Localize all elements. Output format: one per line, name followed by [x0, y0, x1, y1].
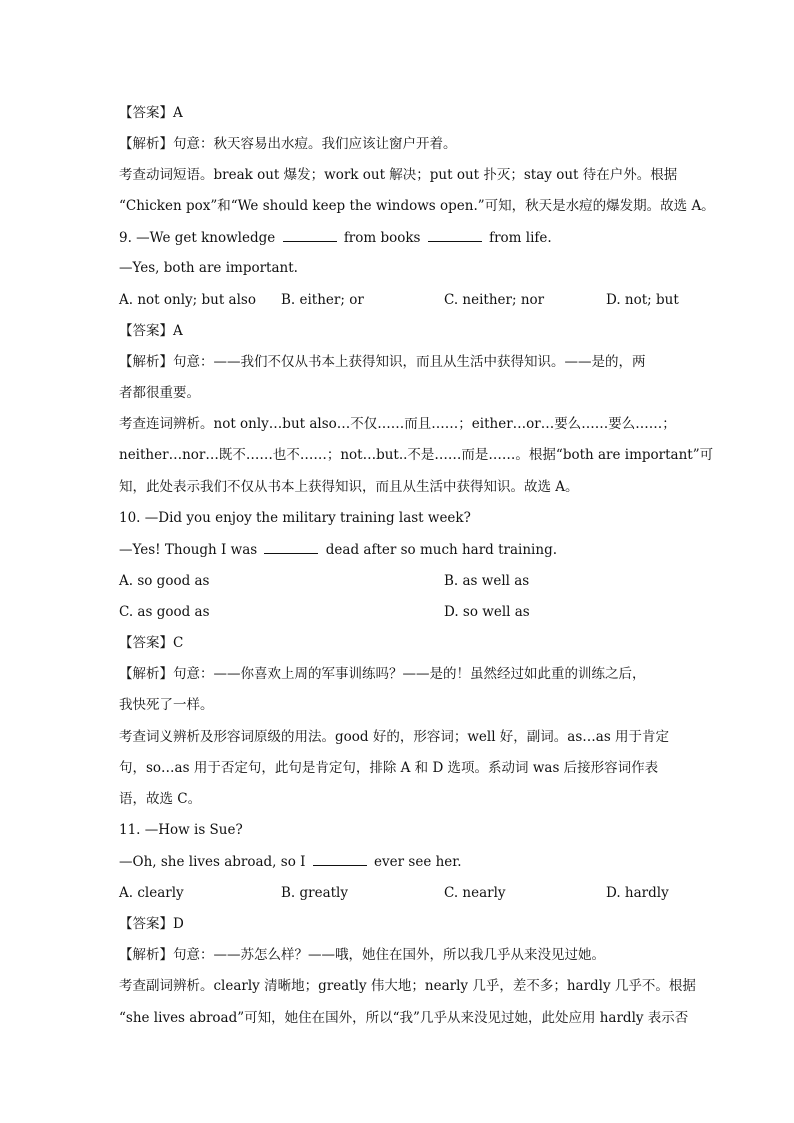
q9-blank-2 — [428, 227, 482, 242]
analysis-q8-line2: 考查动词短语。break out 爆发；work out 解决；put out 扑灭；stay out 待在户外。根据 — [119, 167, 678, 183]
analysis-q10-line1: 【解析】句意：——你喜欢上周的军事训练吗？——是的！虽然经过如此重的训练之后， — [119, 666, 646, 682]
answer-label-q9: 【答案】A — [119, 323, 183, 339]
analysis-q8-line1: 【解析】句意：秋天容易出水痘。我们应该让窗户开着。 — [119, 136, 457, 152]
q9-option-a: A. not only; but also — [119, 292, 256, 308]
q11-option-c: C. nearly — [444, 885, 506, 901]
q10-text-b: dead after so much hard training. — [325, 542, 558, 558]
question-9-reply: —Yes, both are important. — [119, 260, 298, 276]
q10-option-a: A. so good as — [119, 573, 210, 589]
q9-blank-1 — [283, 227, 337, 242]
analysis-q10-line3: 考查词义辨析及形容词原级的用法。good 好的，形容词；well 好，副词。as…as 用于肯定 — [119, 729, 670, 745]
answer-label-q10: 【答案】C — [119, 635, 184, 651]
answer-label-q8: 【答案】A — [119, 105, 183, 121]
analysis-q9-line3: 考查连词辨析。not only…but also…不仅……而且……；either…or…要么……要么……； — [119, 416, 676, 432]
analysis-q10-line4: 句，so…as 用于否定句，此句是肯定句，排除 A 和 D 选项。系动词 was 后接形容词作表 — [119, 760, 659, 776]
analysis-q10-line2: 我快死了一样。 — [119, 697, 214, 713]
q11-option-a: A. clearly — [119, 885, 184, 901]
q11-option-d: D. hardly — [606, 885, 669, 901]
q10-option-b: B. as well as — [444, 573, 530, 589]
q9-option-c: C. neither; nor — [444, 292, 545, 308]
q9-text-a: 9. —We get knowledge — [119, 230, 276, 246]
q11-text-a: —Oh, she lives abroad, so I — [119, 854, 306, 870]
q11-text-b: ever see her. — [374, 854, 462, 870]
q9-option-d: D. not; but — [606, 292, 679, 308]
question-9-stem — [119, 227, 679, 248]
q10-option-d: D. so well as — [444, 604, 530, 620]
analysis-q11-line2: 考查副词辨析。clearly 清晰地；greatly 伟大地；nearly 几乎，差不多；hardly 几乎不。根据 — [119, 978, 696, 994]
analysis-q11-line1: 【解析】句意：——苏怎么样？——哦，她住在国外，所以我几乎从来没见过她。 — [119, 947, 605, 963]
q9-option-b: B. either; or — [281, 292, 364, 308]
q9-text-b: from books — [343, 230, 421, 246]
question-10-stem: 10. —Did you enjoy the military training last week? — [119, 510, 471, 526]
analysis-q9-line5: 知，此处表示我们不仅从书本上获得知识，而且从生活中获得知识。故选 A。 — [119, 479, 579, 495]
analysis-q10-line5: 语，故选 C。 — [119, 791, 202, 807]
q11-blank — [313, 851, 367, 866]
analysis-q9-line2: 者都很重要。 — [119, 385, 200, 401]
question-11-reply — [119, 851, 679, 872]
analysis-q8-line3: “Chicken pox”和“We should keep the windows open.”可知，秋天是水痘的爆发期。故选 A。 — [119, 198, 715, 214]
q11-option-b: B. greatly — [281, 885, 349, 901]
answer-label-q11: 【答案】D — [119, 916, 184, 932]
q10-blank — [264, 539, 318, 554]
analysis-q11-line3: “she lives abroad”可知，她住在国外，所以“我”几乎从来没见过她，此处应用 hardly 表示否 — [119, 1010, 689, 1026]
analysis-q9-line1: 【解析】句意：——我们不仅从书本上获得知识，而且从生活中获得知识。——是的，两 — [119, 354, 646, 370]
question-11-stem: 11. —How is Sue? — [119, 822, 243, 838]
q10-option-c: C. as good as — [119, 604, 210, 620]
question-10-reply — [119, 539, 679, 560]
q9-text-c: from life. — [489, 230, 552, 246]
analysis-q9-line4: neither…nor…既不……也不……；not…but..不是……而是……。根据“both are important”可 — [119, 447, 714, 463]
q10-text-a: —Yes! Though I was — [119, 542, 258, 558]
